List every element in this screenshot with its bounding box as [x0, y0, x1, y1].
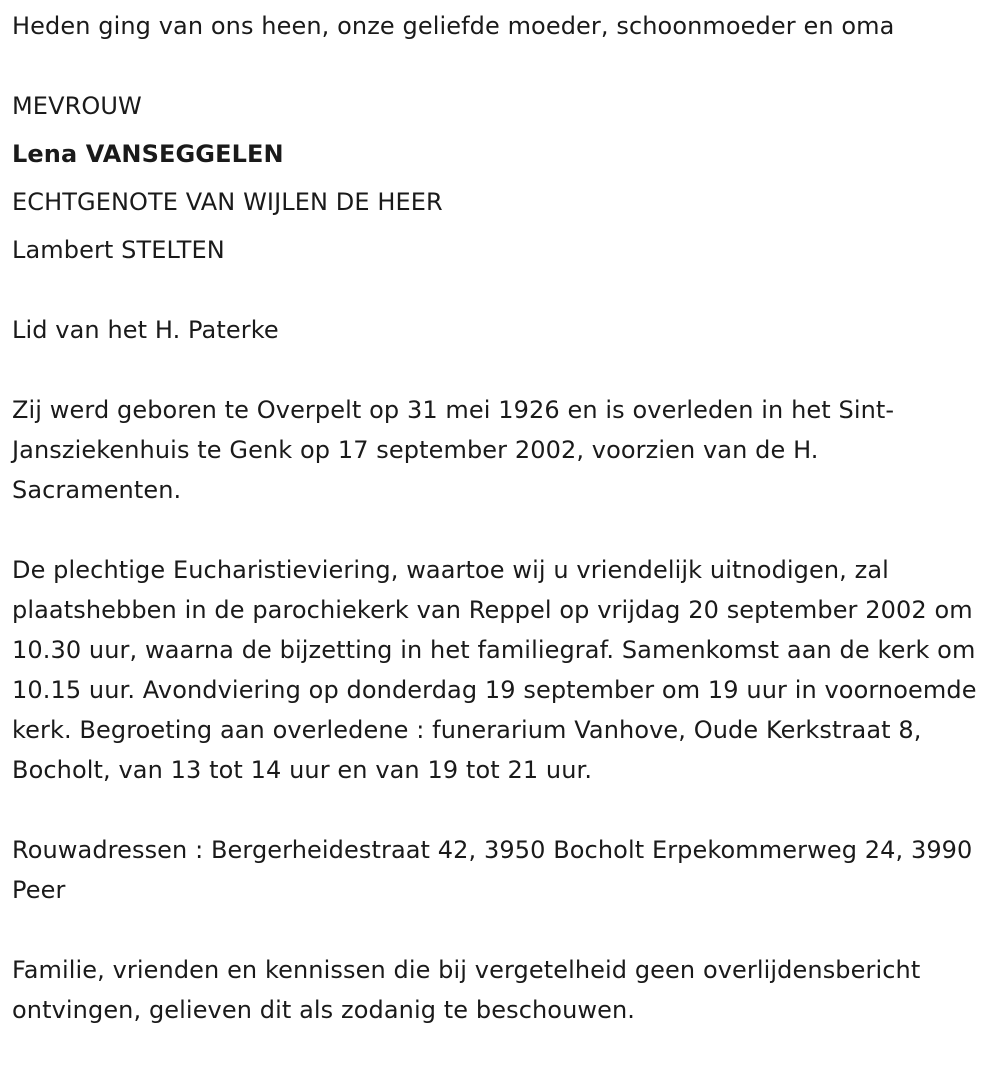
ceremony-paragraph: De plechtige Eucharistieviering, waartoe wij u vriendelijk uitnodigen, zal plaatshebben in de parochiekerk van Reppel op vrijdag 20 september 2002 om 10.30 uur, waarna de bijzetting in het familiegraf. Samenkomst aan de kerk om 10.15 uur. Avondviering op donderdag 19 september om 19 uur in voornoemde kerk. Begroeting aan overledene : funerarium Vanhove, Oude Kerkstraat 8, Bocholt, van 13 tot 14 uur en van 19 tot 21 uur. — [12, 556, 977, 784]
spacer — [12, 270, 994, 310]
spouse-label: ECHTGENOTE VAN WIJLEN DE HEER — [12, 188, 443, 216]
addresses-paragraph: Rouwadressen : Bergerheidestraat 42, 3950 Bocholt Erpekommerweg 24, 3990 Peer — [12, 836, 973, 904]
closing-paragraph: Familie, vrienden en kennissen die bij vergetelheid geen overlijdensbericht ontvingen, gelieven dit als zodanig te beschouwen. — [12, 956, 921, 1024]
title-text: MEVROUW — [12, 92, 142, 120]
intro-text: Heden ging van ons heen, onze geliefde moeder, schoonmoeder en oma — [12, 12, 895, 40]
spacer — [12, 222, 994, 230]
spacer — [12, 910, 994, 950]
obituary-notice — [12, 6, 994, 1030]
spacer — [12, 174, 994, 182]
spouse-name: Lambert STELTEN — [12, 236, 225, 264]
spacer — [12, 350, 994, 390]
membership-text: Lid van het H. Paterke — [12, 316, 279, 344]
birth-death-paragraph: Zij werd geboren te Overpelt op 31 mei 1926 en is overleden in het Sint-Jansziekenhuis te Genk op 17 september 2002, voorzien van de H. Sacramenten. — [12, 396, 895, 504]
deceased-name: Lena VANSEGGELEN — [12, 140, 284, 168]
spacer — [12, 46, 994, 86]
spacer — [12, 790, 994, 830]
spacer — [12, 126, 994, 134]
spacer — [12, 510, 994, 550]
